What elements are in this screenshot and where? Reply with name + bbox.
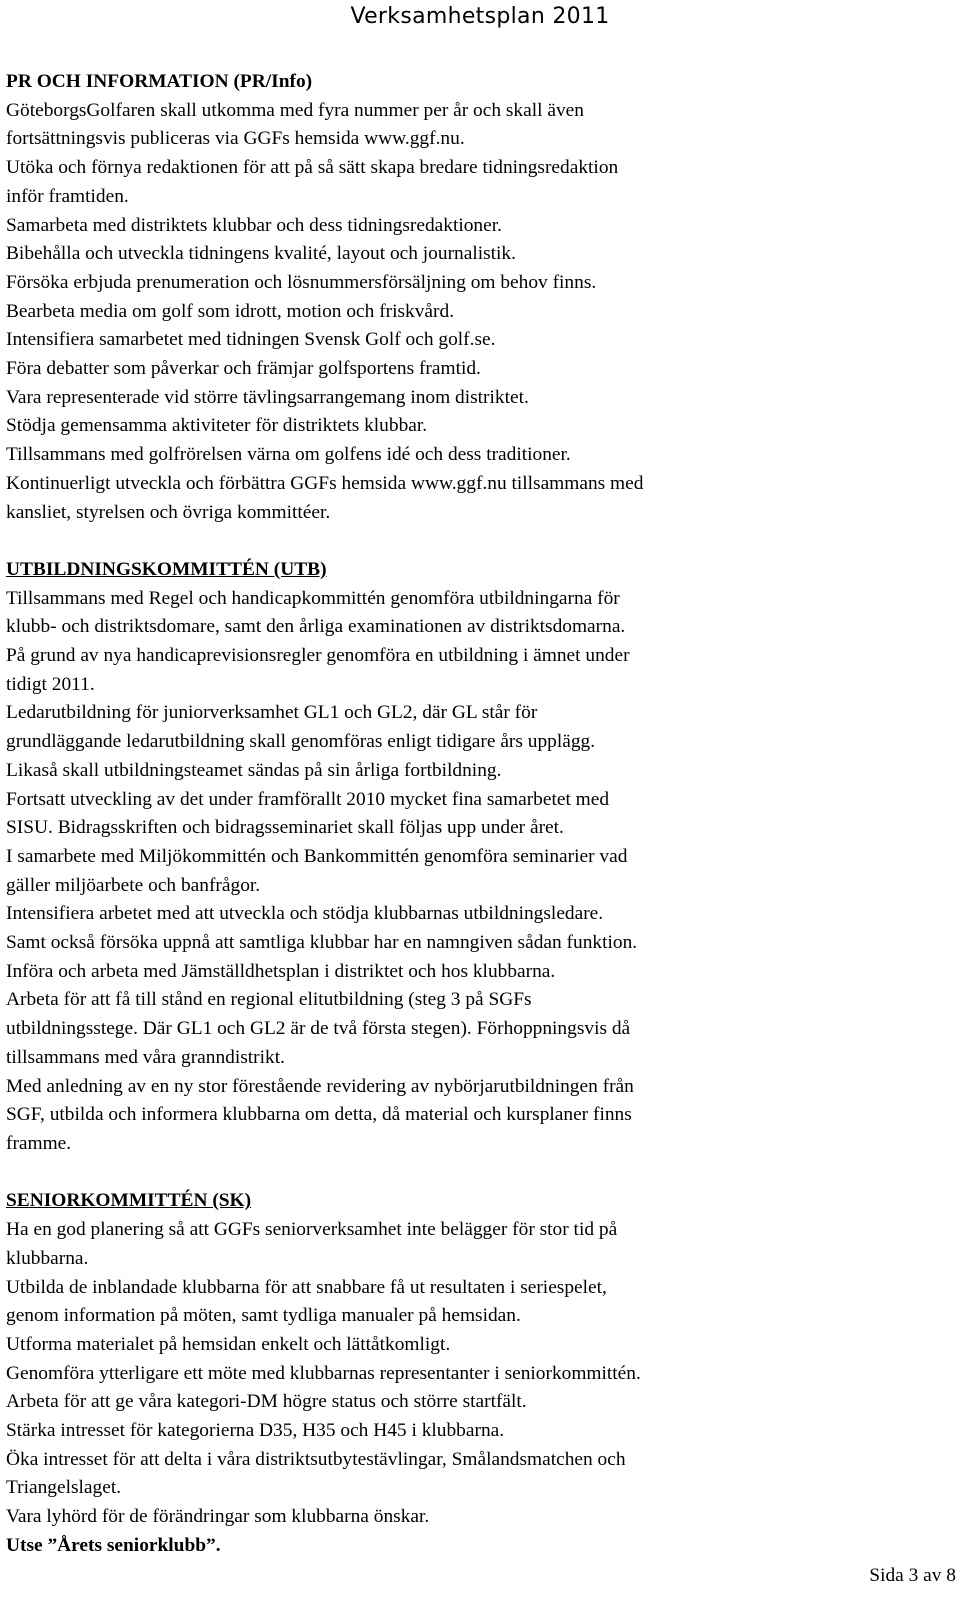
paragraph-line: genom information på möten, samt tydliga manualer på hemsidan. (6, 1305, 521, 1327)
section-title-pr-info: PR OCH INFORMATION (PR/Info) (6, 71, 313, 92)
paragraph-line: Stödja gemensamma aktiviteter för distriktets klubbar. (6, 415, 428, 437)
section-title-sk: SENIORKOMMITTÉN (SK) (6, 1190, 252, 1212)
paragraph-line: Genomföra ytterligare ett möte med klubbarnas representanter i seniorkommittén. (6, 1362, 641, 1384)
paragraph-line: gäller miljöarbete och banfrågor. (6, 874, 261, 896)
paragraph-line: Bibehålla och utveckla tidningens kvalité, layout och journalistik. (6, 243, 516, 265)
paragraph-line: Intensifiera samarbetet med tidningen Svensk Golf och golf.se. (6, 329, 496, 351)
paragraph-line: Med anledning av en ny stor förestående revidering av nybörjarutbildningen från (6, 1075, 634, 1097)
paragraph-line: kansliet, styrelsen och övriga kommittéer. (6, 501, 331, 523)
paragraph-line: tillsammans med våra granndistrikt. (6, 1046, 285, 1068)
section-spacer (6, 527, 906, 556)
section-spacer (6, 1159, 906, 1188)
paragraph-line: Ledarutbildning för juniorverksamhet GL1 och GL2, där GL står för (6, 702, 538, 724)
paragraph-line: framme. (6, 1133, 72, 1154)
paragraph-line: Föra debatter som påverkar och främjar golfsportens framtid. (6, 358, 481, 380)
paragraph-line: Arbeta för att ge våra kategori-DM högre status och större startfält. (6, 1391, 527, 1413)
paragraph-line: Fortsatt utveckling av det under framförallt 2010 mycket fina samarbetet med (6, 788, 610, 810)
paragraph-line: utbildningsstege. Där GL1 och GL2 är de två första stegen). Förhoppningsvis då (6, 1018, 631, 1040)
paragraph-line: GöteborgsGolfaren skall utkomma med fyra nummer per år och skall även (6, 99, 584, 121)
paragraph-line: Kontinuerligt utveckla och förbättra GGFs hemsida www.ggf.nu tillsammans med (6, 472, 644, 494)
paragraph-line: Tillsammans med Regel och handicapkommittén genomföra utbildningarna för (6, 587, 620, 609)
paragraph-line: På grund av nya handicaprevisionsregler genomföra en utbildning i ämnet under (6, 645, 630, 667)
section-seniorkommitten (6, 1187, 906, 1560)
paragraph-line: Utforma materialet på hemsidan enkelt och lättåtkomligt. (6, 1333, 451, 1355)
paragraph-line: Införa och arbeta med Jämställdhetsplan i distriktet och hos klubbarna. (6, 960, 556, 982)
document-body (6, 68, 906, 1561)
paragraph-line: Likaså skall utbildningsteamet sändas på sin årliga fortbildning. (6, 759, 502, 781)
paragraph-line: Triangelslaget. (6, 1477, 122, 1499)
paragraph-line: klubb- och distriktsdomare, samt den årliga examinationen av distriktsdomarna. (6, 616, 626, 638)
paragraph-line: Vara representerade vid större tävlingsarrangemang inom distriktet. (6, 386, 529, 408)
paragraph-line: Bearbeta media om golf som idrott, motion och friskvård. (6, 300, 455, 322)
paragraph-line: Vara lyhörd för de förändringar som klubbarna önskar. (6, 1506, 430, 1528)
section-title-utb: UTBILDNINGSKOMMITTÉN (UTB) (6, 558, 327, 580)
paragraph-line: inför framtiden. (6, 185, 129, 207)
paragraph-line: Intensifiera arbetet med att utveckla och stödja klubbarnas utbildningsledare. (6, 903, 604, 925)
paragraph-line: Arbeta för att få till stånd en regional elitutbildning (steg 3 på SGFs (6, 989, 532, 1011)
paragraph-line: fortsättningsvis publiceras via GGFs hemsida www.ggf.nu. (6, 128, 465, 150)
paragraph-line: grundläggande ledarutbildning skall genomföras enligt tidigare års upplägg. (6, 731, 596, 753)
paragraph-line: klubbarna. (6, 1247, 89, 1269)
paragraph-line: Samarbeta med distriktets klubbar och dess tidningsredaktioner. (6, 214, 502, 236)
paragraph-line: SGF, utbilda och informera klubbarna om detta, då material och kursplaner finns (6, 1104, 632, 1126)
section-pr-info (6, 68, 906, 527)
page-number: Sida 3 av 8 (869, 1565, 956, 1586)
paragraph-line: Försöka erbjuda prenumeration och lösnummersförsäljning om behov finns. (6, 271, 597, 293)
paragraph-line: I samarbete med Miljökommittén och Bankommittén genomföra seminarier vad (6, 845, 628, 867)
paragraph-line: Ha en god planering så att GGFs seniorverksamhet inte belägger för stor tid på (6, 1219, 618, 1241)
paragraph-line: tidigt 2011. (6, 673, 95, 695)
paragraph-line: Öka intresset för att delta i våra distriktsutbytestävlingar, Smålandsmatchen och (6, 1448, 626, 1470)
paragraph-line: Stärka intresset för kategorierna D35, H35 och H45 i klubbarna. (6, 1420, 505, 1442)
section-utbildningskommitten (6, 556, 906, 1159)
paragraph-line: Tillsammans med golfrörelsen värna om golfens idé och dess traditioner. (6, 444, 571, 466)
paragraph-line: Utbilda de inblandade klubbarna för att snabbare få ut resultaten i seriespelet, (6, 1276, 607, 1298)
paragraph-line: SISU. Bidragsskriften och bidragsseminariet skall följas upp under året. (6, 817, 564, 839)
page-header-title: Verksamhetsplan 2011 (350, 4, 610, 29)
paragraph-line: Samt också försöka uppnå att samtliga klubbar har en namngiven sådan funktion. (6, 932, 638, 954)
paragraph-line: Utöka och förnya redaktionen för att på så sätt skapa bredare tidningsredaktion (6, 157, 619, 179)
highlight-line: Utse ”Årets seniorklubb”. (6, 1534, 221, 1556)
